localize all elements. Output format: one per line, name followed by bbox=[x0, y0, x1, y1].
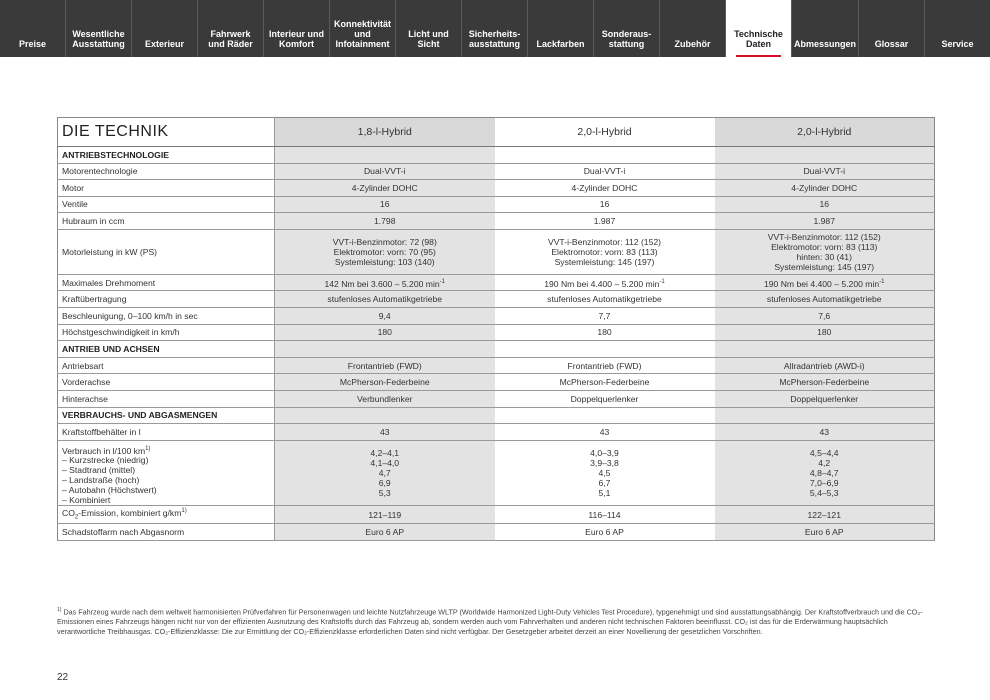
cell-value: McPherson-Federbeine bbox=[495, 374, 715, 391]
cell-value: stufenloses Automatikgetriebe bbox=[275, 291, 495, 308]
cell-value: 1.798 bbox=[275, 213, 495, 230]
table-row bbox=[58, 524, 935, 541]
nav-tab-fahrwerk[interactable]: Fahrwerk und Räder bbox=[198, 0, 264, 57]
cell-value: 180 bbox=[275, 324, 495, 341]
cell-value: 4,2–4,1 4,1–4,0 4,7 6,9 5,3 bbox=[275, 440, 495, 506]
model-header: 2,0-l-Hybrid bbox=[715, 118, 935, 147]
table-row bbox=[58, 196, 935, 213]
footnote-text: Das Fahrzeug wurde nach dem weltweit harmonisierten Prüfverfahren für Personenwagen und leichte Nutzfahrzeuge WLTP (Worldwide Harmonized Light-Duty Vehicles Test Procedure), typgenehmigt und sind ausstattungsabhängig. Der Kraftstoffverbrauch und die CO₂-Emissionen eines Fahrzeugs hängen nicht nur von der effizienten Ausnutzung des Kraftstoffs durch das Fahrzeug ab, sondern werden auch vom Fahrverhalten und anderen nicht technischen Faktoren beeinflusst. CO₂ ist das für die Erderwärmung hauptsächlich verantwortliche Treibhausgas. CO₂-Effizienzklasse: Die zur Ermittlung der CO₂-Effizienzklasse erforderlichen Daten sind nicht verfügbar. Der Gesetzgeber arbeitet derzeit an einer Novellierung der gesetzlichen Vorschriften. bbox=[57, 607, 923, 636]
spec-table bbox=[57, 117, 935, 541]
cell-value: McPherson-Federbeine bbox=[715, 374, 935, 391]
cell-value: McPherson-Federbeine bbox=[275, 374, 495, 391]
cell-value: VVT-i-Benzinmotor: 112 (152) Elektromotor: vorn: 83 (113) hinten: 30 (41) Systemleistung: 145 (197) bbox=[715, 229, 935, 274]
nav-tab-sicherheit[interactable]: Sicherheits- ausstattung bbox=[462, 0, 528, 57]
model-header: 1,8-l-Hybrid bbox=[275, 118, 495, 147]
section-header-row bbox=[58, 407, 935, 424]
table-row bbox=[58, 180, 935, 197]
table-row bbox=[58, 390, 935, 407]
cell-value: Dual-VVT-i bbox=[495, 163, 715, 180]
cell-value: Euro 6 AP bbox=[715, 524, 935, 541]
row-label: Höchstgeschwindigkeit in km/h bbox=[58, 324, 275, 341]
footnote-mark: 1) bbox=[57, 607, 62, 613]
cell-value: Frontantrieb (FWD) bbox=[495, 357, 715, 374]
row-label: Kraftübertragung bbox=[58, 291, 275, 308]
row-label: Vorderachse bbox=[58, 374, 275, 391]
cell-value: stufenloses Automatikgetriebe bbox=[495, 291, 715, 308]
nav-tab-technische-daten[interactable]: Technische Daten bbox=[726, 0, 792, 57]
cell-value: 180 bbox=[495, 324, 715, 341]
cell-value: 4,0–3,9 3,9–3,8 4,5 6,7 5,1 bbox=[495, 440, 715, 506]
cell-value: 43 bbox=[495, 424, 715, 441]
cell-value: Dual-VVT-i bbox=[715, 163, 935, 180]
cell-value: 4-Zylinder DOHC bbox=[715, 180, 935, 197]
table-row bbox=[58, 424, 935, 441]
table-row bbox=[58, 324, 935, 341]
cell-value: 4,5–4,4 4,2 4,8–4,7 7,0–6,9 5,4–5,3 bbox=[715, 440, 935, 506]
table-header-row bbox=[58, 118, 935, 147]
cell-value: VVT-i-Benzinmotor: 112 (152) Elektromotor: vorn: 83 (113) Systemleistung: 145 (197) bbox=[495, 229, 715, 274]
nav-tab-wesentliche-ausstattung[interactable]: Wesentliche Ausstattung bbox=[66, 0, 132, 57]
section-header-row bbox=[58, 341, 935, 358]
cell-value: Frontantrieb (FWD) bbox=[275, 357, 495, 374]
cell-value: 116–114 bbox=[495, 506, 715, 524]
cell-value: 1.987 bbox=[495, 213, 715, 230]
cell-value: 190 Nm bei 4.400 – 5.200 $\min^{-1}$ bbox=[715, 274, 935, 291]
row-label: Maximales Drehmoment bbox=[58, 274, 275, 291]
cell-value: Euro 6 AP bbox=[495, 524, 715, 541]
table-row bbox=[58, 440, 935, 506]
cell-value: 43 bbox=[275, 424, 495, 441]
cell-value: stufenloses Automatikgetriebe bbox=[715, 291, 935, 308]
row-label: $CO_2$-Emission, kombiniert $g/km^{1)}$ bbox=[58, 506, 275, 524]
cell-value: 121–119 bbox=[275, 506, 495, 524]
section-title: ANTRIEB UND ACHSEN bbox=[58, 341, 275, 358]
section-header-row bbox=[58, 147, 935, 164]
row-label: Antriebsart bbox=[58, 357, 275, 374]
cell-value: Doppelquerlenker bbox=[715, 390, 935, 407]
cell-value: 7,6 bbox=[715, 308, 935, 325]
cell-value: 43 bbox=[715, 424, 935, 441]
table-title: DIE TECHNIK bbox=[58, 118, 275, 147]
cell-value: Euro 6 AP bbox=[275, 524, 495, 541]
cell-value: 4-Zylinder DOHC bbox=[275, 180, 495, 197]
cell-value: 142 Nm bei 3.600 – 5.200 $\min^{-1}$ bbox=[275, 274, 495, 291]
cell-value: 16 bbox=[495, 196, 715, 213]
cell-value: Allradantrieb (AWD-i) bbox=[715, 357, 935, 374]
table-row bbox=[58, 357, 935, 374]
row-label: Motorentechnologie bbox=[58, 163, 275, 180]
cell-value: 7,7 bbox=[495, 308, 715, 325]
row-label: Motor bbox=[58, 180, 275, 197]
cell-value: VVT-i-Benzinmotor: 72 (98) Elektromotor: vorn: 70 (95) Systemleistung: 103 (140) bbox=[275, 229, 495, 274]
table-row bbox=[58, 506, 935, 524]
row-label: Hinterachse bbox=[58, 390, 275, 407]
row-label: Hubraum in ccm bbox=[58, 213, 275, 230]
cell-value: 16 bbox=[275, 196, 495, 213]
table-row bbox=[58, 163, 935, 180]
row-label: Ventile bbox=[58, 196, 275, 213]
cell-value: 190 Nm bei 4.400 – 5.200 $\min^{-1}$ bbox=[495, 274, 715, 291]
table-row bbox=[58, 308, 935, 325]
row-label: Motorleistung in kW (PS) bbox=[58, 229, 275, 274]
cell-value: 16 bbox=[715, 196, 935, 213]
footnote bbox=[57, 606, 934, 637]
nav-tab-lackfarben[interactable]: Lackfarben bbox=[528, 0, 594, 57]
cell-value: 122–121 bbox=[715, 506, 935, 524]
nav-tab-interieur[interactable]: Interieur und Komfort bbox=[264, 0, 330, 57]
table-row bbox=[58, 213, 935, 230]
top-nav bbox=[0, 0, 990, 57]
table-row bbox=[58, 374, 935, 391]
nav-tab-abmessungen[interactable]: Abmessungen bbox=[792, 0, 859, 57]
page-number: 22 bbox=[57, 672, 69, 683]
section-title: VERBRAUCHS- UND ABGASMENGEN bbox=[58, 407, 275, 424]
cell-value: Doppelquerlenker bbox=[495, 390, 715, 407]
section-title: ANTRIEBSTECHNOLOGIE bbox=[58, 147, 275, 164]
cell-value: Verbundlenker bbox=[275, 390, 495, 407]
nav-tab-licht[interactable]: Licht und Sicht bbox=[396, 0, 462, 57]
cell-value: Dual-VVT-i bbox=[275, 163, 495, 180]
nav-tab-preise[interactable]: Preise bbox=[0, 0, 66, 57]
row-label: Kraftstoffbehälter in l bbox=[58, 424, 275, 441]
cell-value: 9,4 bbox=[275, 308, 495, 325]
nav-tab-konnektivitaet[interactable]: Konnektivität und Infotainment bbox=[330, 0, 396, 57]
table-row bbox=[58, 274, 935, 291]
cell-value: 4-Zylinder DOHC bbox=[495, 180, 715, 197]
row-label: Schadstoffarm nach Abgasnorm bbox=[58, 524, 275, 541]
table-row bbox=[58, 229, 935, 274]
nav-tab-zubehoer[interactable]: Zubehör bbox=[660, 0, 726, 57]
table-row bbox=[58, 291, 935, 308]
nav-tab-sonderausstattung[interactable]: Sonderaus- stattung bbox=[594, 0, 660, 57]
cell-value: 180 bbox=[715, 324, 935, 341]
cell-value: 1.987 bbox=[715, 213, 935, 230]
row-label: Verbrauch in l/100 $km^{1)}$ – Kurzstrecke (niedrig) – Stadtrand (mittel) – Landstraße (hoch) – Autobahn (Höchstwert) – Kombiniert bbox=[58, 440, 275, 506]
nav-tab-exterieur[interactable]: Exterieur bbox=[132, 0, 198, 57]
nav-tab-service[interactable]: Service bbox=[941, 39, 974, 49]
model-header: 2,0-l-Hybrid bbox=[495, 118, 715, 147]
nav-tab-glossar[interactable]: Glossar bbox=[859, 0, 925, 57]
row-label: Beschleunigung, 0–100 km/h in sec bbox=[58, 308, 275, 325]
